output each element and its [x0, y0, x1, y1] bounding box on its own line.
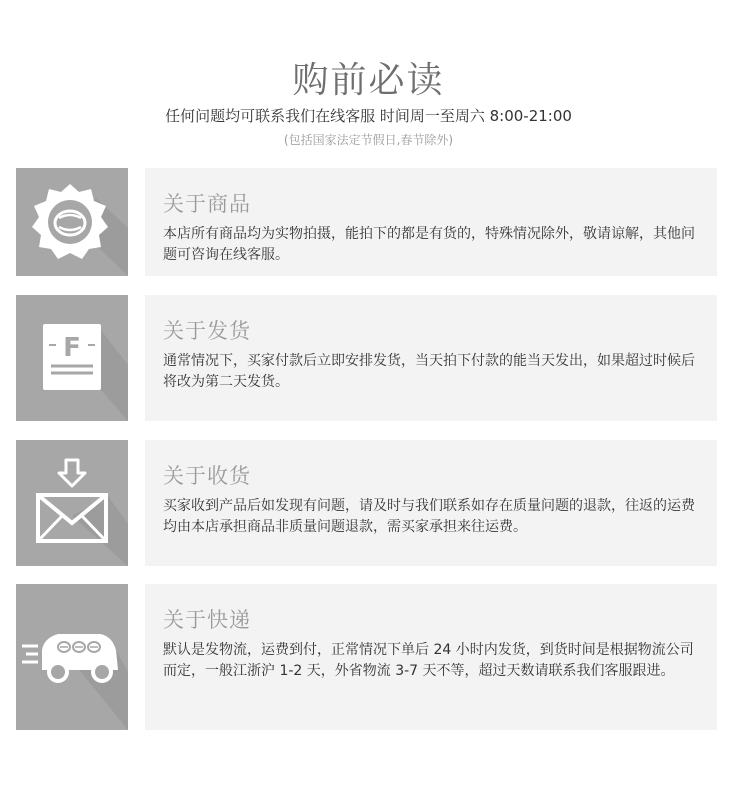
section-product	[16, 168, 717, 276]
section-receiving	[16, 440, 717, 566]
courier-icon-box	[16, 584, 128, 730]
product-badge-icon	[16, 168, 128, 276]
receiving-icon-box	[16, 440, 128, 566]
document-letter: F	[63, 333, 81, 363]
product-icon-box	[16, 168, 128, 276]
courier-card	[145, 584, 717, 730]
section-title: 关于收货	[163, 464, 251, 488]
page-title: 购前必读	[292, 60, 445, 101]
section-title: 关于快递	[163, 608, 251, 632]
section-title: 关于商品	[163, 192, 251, 216]
section-shipping	[16, 295, 717, 421]
section-title: 关于发货	[163, 319, 251, 343]
service-hours-text: 任何问题均可联系我们在线客服 时间周一至周六 8:00-21:00	[165, 107, 572, 125]
holiday-note: (包括国家法定节假日,春节除外)	[283, 133, 454, 147]
receiving-card	[145, 440, 717, 566]
section-body: 默认是发物流，运费到付，正常情况下单后 24 小时内发货，到货时间是根据物流公司而定，一般江浙沪 1-2 天，外省物流 3-7 天不等，超过天数请联系我们客服跟进。	[163, 642, 694, 679]
section-body: 买家收到产品后如发现有问题，请及时与我们联系如存在质量问题的退款，往返的运费均由本店承担商品非质量问题退款，需买家承担来往运费。	[163, 498, 695, 535]
section-courier	[16, 584, 717, 730]
shipping-card	[145, 295, 717, 421]
product-card	[145, 168, 717, 276]
section-body: 本店所有商品均为实物拍摄，能拍下的都是有货的，特殊情况除外，敬请谅解，其他问题可咨询在线客服。	[163, 226, 695, 263]
section-body: 通常情况下，买家付款后立即安排发货，当天拍下付款的能当天发出，如果超过时候后将改为第二天发货。	[163, 353, 695, 390]
delivery-car-icon	[16, 584, 128, 730]
shipping-icon-box	[16, 295, 128, 421]
document-f-icon	[16, 295, 128, 421]
envelope-download-icon	[16, 440, 128, 566]
